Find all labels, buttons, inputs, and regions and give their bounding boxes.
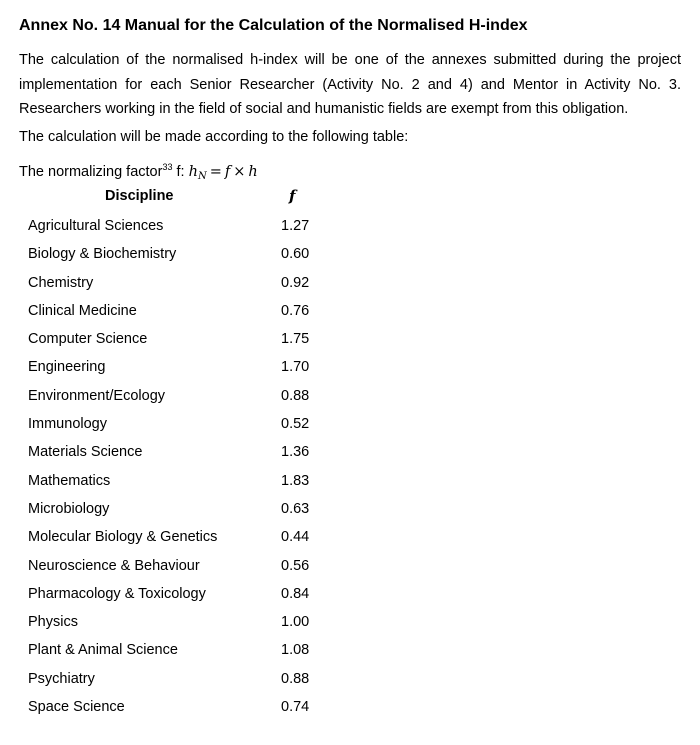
header-discipline: Discipline (105, 188, 174, 204)
factor-cell: 1.00 (281, 614, 310, 631)
factor-cell: 0.76 (281, 302, 310, 319)
formula-expression (189, 164, 258, 180)
table-row (0, 299, 700, 327)
discipline-cell: Agricultural Sciences (28, 218, 164, 234)
table-row (0, 695, 700, 723)
table-row (0, 525, 700, 553)
discipline-cell: Engineering (28, 359, 106, 376)
factor-cell: 0.60 (281, 246, 310, 263)
table-row (0, 469, 700, 497)
factor-cell: 1.83 (281, 472, 310, 489)
factor-cell: 0.52 (281, 416, 310, 433)
footnote-marker: 33 (162, 162, 173, 172)
discipline-cell: Molecular Biology & Genetics (28, 529, 218, 546)
factor-cell: 0.88 (281, 670, 310, 687)
factor-cell: 0.74 (281, 699, 310, 716)
table-row (0, 412, 700, 440)
annex-title: Annex No. 14 Manual for the Calculation of the Normalised H-index (19, 17, 528, 34)
discipline-cell: Microbiology (28, 500, 110, 517)
discipline-cell: Chemistry (28, 274, 94, 291)
factor-cell: 0.56 (281, 557, 310, 574)
discipline-cell: Materials Science (28, 444, 143, 461)
table-row (0, 242, 700, 270)
table-row (0, 214, 700, 242)
discipline-cell: Immunology (28, 416, 107, 433)
table-row (0, 554, 700, 582)
discipline-cell: Neuroscience & Behaviour (28, 557, 200, 574)
formula-prefix: The normalizing factor (19, 164, 163, 180)
factor-cell: 0.84 (281, 585, 310, 602)
factor-cell: 0.44 (281, 529, 310, 546)
table-intro-paragraph: The calculation will be made according to the following table: (19, 129, 409, 145)
table-row (0, 497, 700, 525)
table-row (0, 667, 700, 695)
discipline-cell: Psychiatry (28, 670, 95, 687)
factor-cell: 1.27 (281, 218, 310, 234)
formula-factor: f (224, 164, 231, 180)
table-row (0, 582, 700, 610)
factor-cell: 1.36 (281, 444, 310, 461)
table-row (0, 610, 700, 638)
formula-lhs: h (188, 164, 198, 180)
discipline-cell: Plant & Animal Science (28, 642, 178, 659)
discipline-cell: Environment/Ecology (28, 387, 166, 404)
discipline-cell: Biology & Biochemistry (28, 246, 177, 263)
table-row (0, 327, 700, 355)
formula-lhs-subscript: N (197, 171, 207, 182)
normalizing-factor-line (19, 155, 258, 189)
discipline-cell: Space Science (28, 699, 125, 716)
intro-paragraph: The calculation of the normalised h-index will be one of the annexes submitted during the project implementation for each Senior Researcher (Activity No. 2 and 4) and Mentor in Activity No. 3. Researchers working in the field of social and humanistic fields are exempt from this obligation. (19, 52, 681, 117)
factor-cell: 1.08 (281, 642, 310, 659)
table-row (0, 355, 700, 383)
formula-rhs: h (248, 164, 258, 180)
table-row (0, 271, 700, 299)
factor-cell: 1.75 (281, 331, 310, 348)
header-factor: f (289, 187, 296, 205)
table-row (0, 440, 700, 468)
table-row (0, 638, 700, 666)
formula-equals: = (209, 164, 222, 180)
factor-cell: 1.70 (281, 359, 310, 376)
discipline-cell: Pharmacology & Toxicology (28, 585, 206, 602)
discipline-cell: Clinical Medicine (28, 302, 137, 319)
table-row (0, 384, 700, 412)
factor-cell: 0.63 (281, 500, 310, 517)
formula-times: × (233, 164, 246, 180)
table-body (0, 214, 700, 723)
factor-cell: 0.88 (281, 387, 310, 404)
discipline-cell: Physics (28, 614, 78, 631)
discipline-cell: Mathematics (28, 472, 111, 489)
discipline-cell: Computer Science (28, 331, 148, 348)
formula-suffix: f: (172, 164, 189, 180)
factor-cell: 0.92 (281, 274, 310, 291)
